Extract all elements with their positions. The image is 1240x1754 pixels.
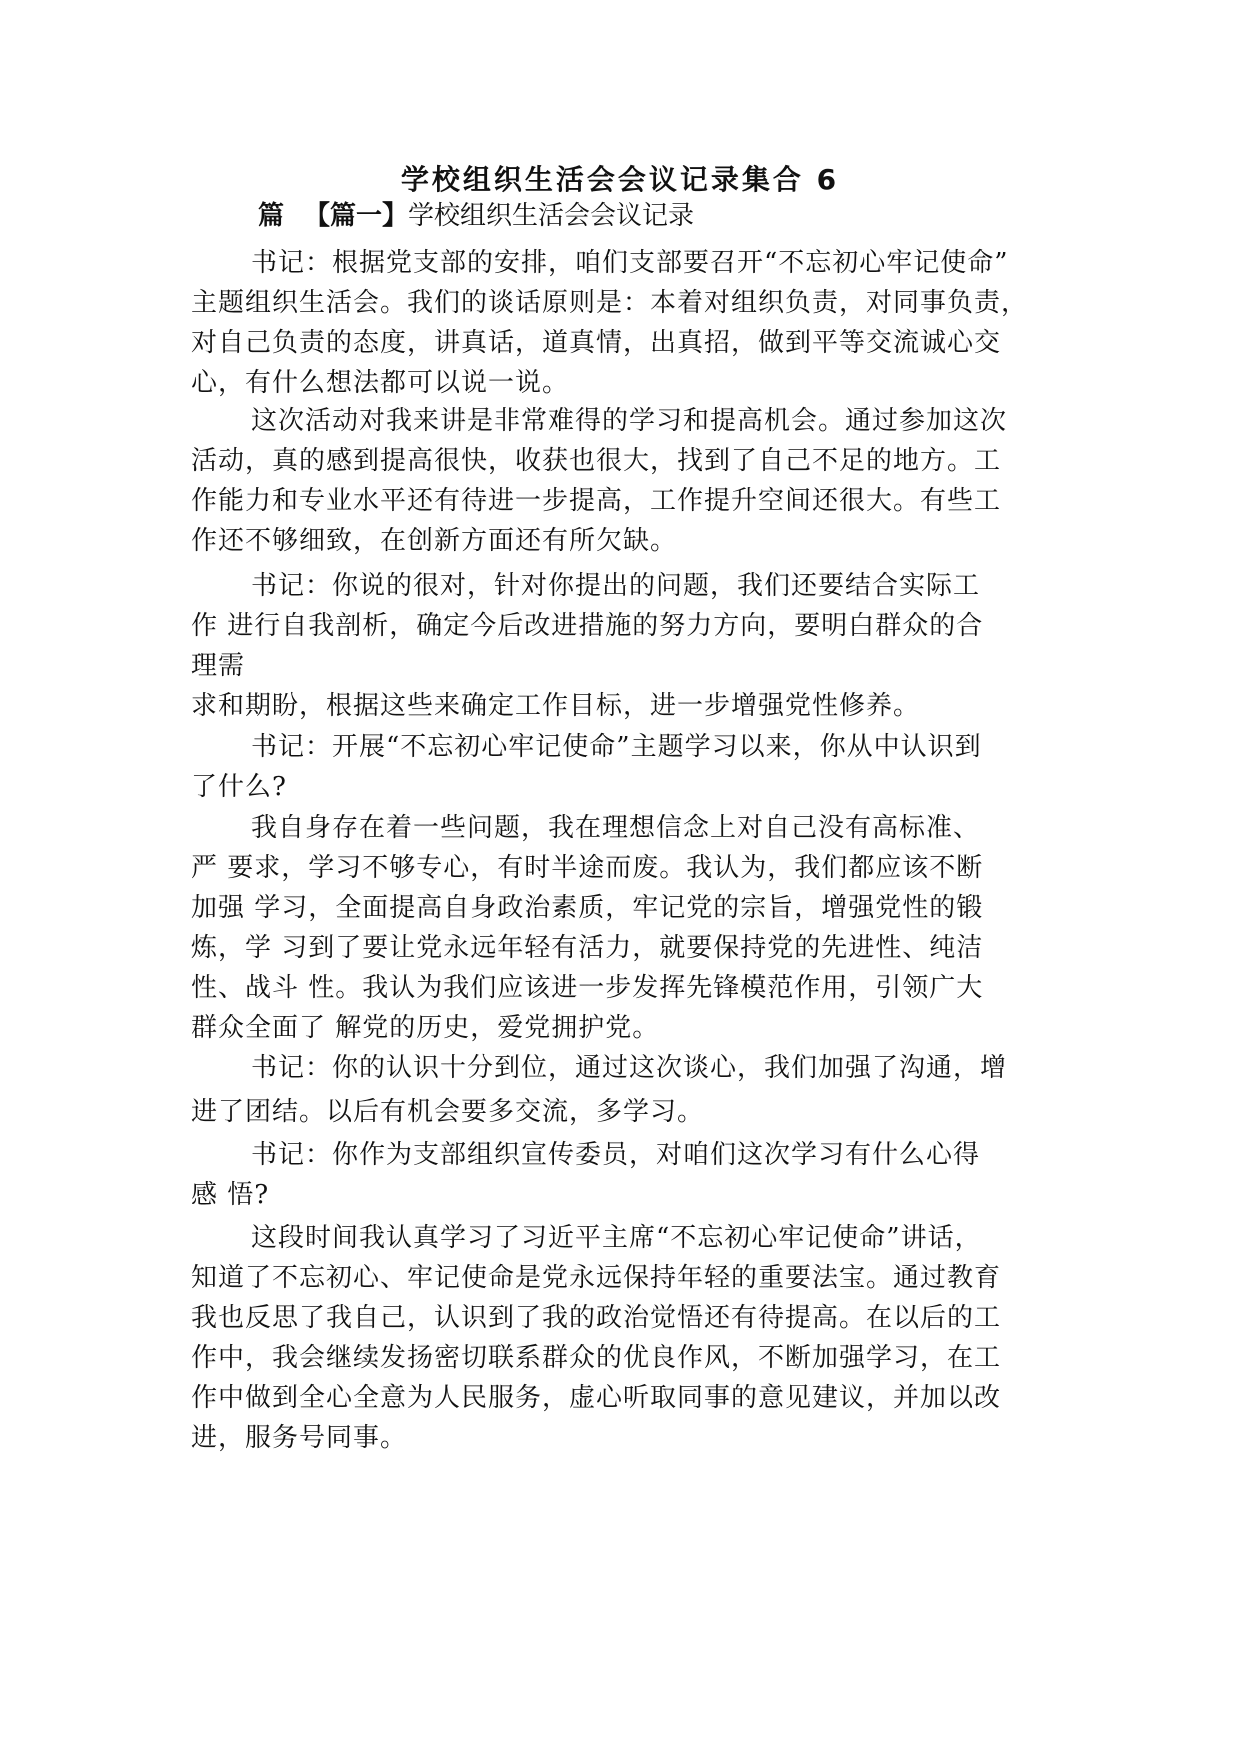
subtitle-text: 学校组织生活会会议记录 — [408, 201, 695, 231]
paragraph-line: 主题组织生活会。我们的谈话原则是：本着对组织负责，对同事负责， — [191, 288, 1029, 318]
paragraph-line: 我自身存在着一些问题，我在理想信念上对自己没有高标准、 — [251, 813, 981, 843]
paragraph-line: 进，服务号同事。 — [191, 1423, 408, 1453]
paragraph — [191, 1218, 1061, 1458]
paragraph-line: 对自己负责的态度，讲真话，道真情，出真招，做到平等交流诚心交 — [191, 328, 1002, 358]
subtitle-marker: 篇 — [258, 201, 285, 231]
paragraph-line: 炼，学 习到了要让党永远年轻有活力，就要保持党的先进性、纯洁 — [191, 933, 984, 963]
paragraph-line: 书记：你作为支部组织宣传委员，对咱们这次学习有什么心得 — [251, 1140, 981, 1170]
paragraph-line: 严 要求，学习不够专心，有时半途而废。我认为，我们都应该不断 — [191, 853, 984, 883]
paragraph-line: 书记：根据党支部的安排，咱们支部要召开“不忘初心牢记使命” — [251, 248, 1009, 278]
paragraph-line: 感 悟? — [191, 1180, 270, 1210]
paragraph-line: 作中做到全心全意为人民服务，虚心听取同事的意见建议，并加以改 — [191, 1383, 1002, 1413]
paragraph-line: 理需 — [191, 651, 246, 681]
paragraph-line: 进了团结。以后有机会要多交流，多学习。 — [191, 1097, 705, 1127]
paragraph-line: 作还不够细致，在创新方面还有所欠缺。 — [191, 526, 678, 556]
paragraph-line: 作 进行自我剖析，确定今后改进措施的努力方向，要明白群众的合 — [191, 611, 984, 641]
paragraph — [191, 243, 1061, 403]
paragraph-line: 知道了不忘初心、牢记使命是党永远保持年轻的重要法宝。通过教育 — [191, 1263, 1002, 1293]
paragraph-line: 这次活动对我来讲是非常难得的学习和提高机会。通过参加这次 — [251, 406, 1008, 436]
paragraph-line: 书记：你的认识十分到位，通过这次谈心，我们加强了沟通，增 — [251, 1053, 1008, 1083]
paragraph-line: 活动，真的感到提高很快，收获也很大，找到了自己不足的地方。工 — [191, 446, 1002, 476]
paragraph-line: 书记：你说的很对，针对你提出的问题，我们还要结合实际工 — [251, 571, 981, 601]
paragraph-line: 作中，我会继续发扬密切联系群众的优良作风，不断加强学习，在工 — [191, 1343, 1002, 1373]
paragraph — [191, 727, 1061, 807]
paragraph — [191, 1135, 1061, 1215]
document-subtitle — [258, 199, 694, 233]
subtitle-bracket: 【篇一】 — [304, 201, 409, 231]
paragraph-line: 书记：开展“不忘初心牢记使命”主题学习以来，你从中认识到 — [251, 732, 982, 762]
paragraph-line: 群众全面了 解党的历史，爱党拥护党。 — [191, 1013, 660, 1043]
paragraph-line: 这段时间我认真学习了习近平主席“不忘初心牢记使命”讲话， — [251, 1223, 982, 1253]
paragraph — [191, 1048, 1061, 1132]
paragraph — [191, 566, 1061, 726]
paragraph-line: 加强 学习，全面提高自身政治素质，牢记党的宗旨，增强党性的锻 — [191, 893, 984, 923]
paragraph-line: 求和期盼，根据这些来确定工作目标，进一步增强党性修养。 — [191, 691, 921, 721]
document-title: 学校组织生活会会议记录集合 6 — [400, 163, 840, 196]
paragraph-line: 性、战斗 性。我认为我们应该进一步发挥先锋模范作用，引领广大 — [191, 973, 984, 1003]
paragraph-line: 作能力和专业水平还有待进一步提高，工作提升空间还很大。有些工 — [191, 486, 1002, 516]
paragraph-line: 我也反思了我自己，认识到了我的政治觉悟还有待提高。在以后的工 — [191, 1303, 1002, 1333]
paragraph — [191, 401, 1061, 561]
paragraph-line: 了什么? — [191, 772, 287, 802]
paragraph — [191, 808, 1061, 1048]
paragraph-line: 心，有什么想法都可以说一说。 — [191, 368, 570, 398]
